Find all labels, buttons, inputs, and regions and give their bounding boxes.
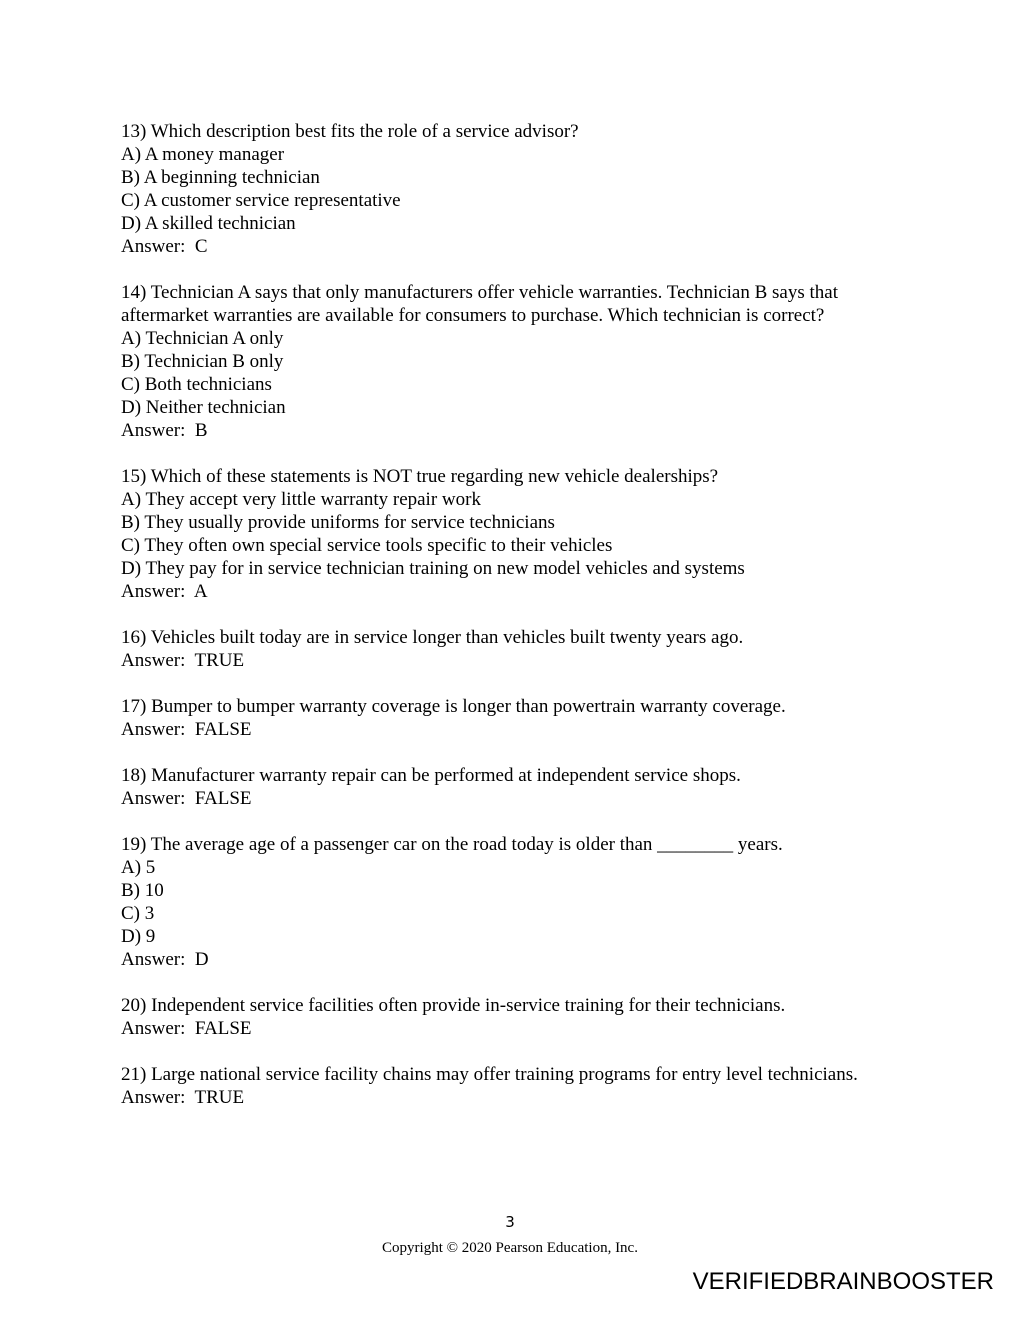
answer: Answer: B <box>121 420 208 441</box>
option-d: D) 9 <box>121 926 156 947</box>
page-number: 3 <box>505 1213 515 1231</box>
answer: Answer: D <box>121 949 209 970</box>
answer: Answer: FALSE <box>121 788 252 809</box>
answer: Answer: FALSE <box>121 1018 252 1039</box>
answer: Answer: A <box>121 581 208 602</box>
option-a: A) Technician A only <box>121 328 284 349</box>
answer: Answer: TRUE <box>121 650 245 671</box>
question-stem: 18) Manufacturer warranty repair can be performed at independent service shops. <box>121 765 741 786</box>
question-stem: 20) Independent service facilities often provide in-service training for their technicians. <box>121 995 786 1016</box>
option-b: B) A beginning technician <box>121 167 320 188</box>
question-list <box>121 120 921 1132</box>
option-d: D) They pay for in service technician training on new model vehicles and systems <box>121 558 745 579</box>
question-18 <box>121 764 921 810</box>
option-a: A) A money manager <box>121 144 285 165</box>
option-b: B) They usually provide uniforms for service technicians <box>121 512 555 533</box>
question-stem: 19) The average age of a passenger car on the road today is older than ________ years. <box>121 834 783 855</box>
answer: Answer: TRUE <box>121 1087 245 1108</box>
question-stem: 17) Bumper to bumper warranty coverage is longer than powertrain warranty coverage. <box>121 696 786 717</box>
option-c: C) Both technicians <box>121 374 272 395</box>
question-16 <box>121 626 921 672</box>
option-c: C) 3 <box>121 903 155 924</box>
question-19 <box>121 833 921 971</box>
question-stem-line-2: aftermarket warranties are available for consumers to purchase. Which technician is correct? <box>121 305 825 326</box>
option-a: A) They accept very little warranty repair work <box>121 489 481 510</box>
answer: Answer: C <box>121 236 208 257</box>
option-b: B) 10 <box>121 880 164 901</box>
question-21 <box>121 1063 921 1109</box>
answer: Answer: FALSE <box>121 719 252 740</box>
question-17 <box>121 695 921 741</box>
question-13 <box>121 120 921 258</box>
question-stem-line-1: 14) Technician A says that only manufacturers offer vehicle warranties. Technician B says that <box>121 282 838 303</box>
option-c: C) They often own special service tools specific to their vehicles <box>121 535 613 556</box>
watermark-text: VERIFIEDBRAINBOOSTER <box>692 1268 994 1295</box>
question-stem: 13) Which description best fits the role of a service advisor? <box>121 121 579 142</box>
question-14 <box>121 281 921 442</box>
question-stem: 16) Vehicles built today are in service longer than vehicles built twenty years ago. <box>121 627 744 648</box>
option-c: C) A customer service representative <box>121 190 401 211</box>
copyright-notice: Copyright © 2020 Pearson Education, Inc. <box>382 1240 638 1256</box>
option-b: B) Technician B only <box>121 351 284 372</box>
option-a: A) 5 <box>121 857 156 878</box>
question-15 <box>121 465 921 603</box>
option-d: D) Neither technician <box>121 397 286 418</box>
option-d: D) A skilled technician <box>121 213 296 234</box>
question-20 <box>121 994 921 1040</box>
question-stem: 21) Large national service facility chains may offer training programs for entry level technicians. <box>121 1064 858 1085</box>
question-stem: 15) Which of these statements is NOT true regarding new vehicle dealerships? <box>121 466 719 487</box>
